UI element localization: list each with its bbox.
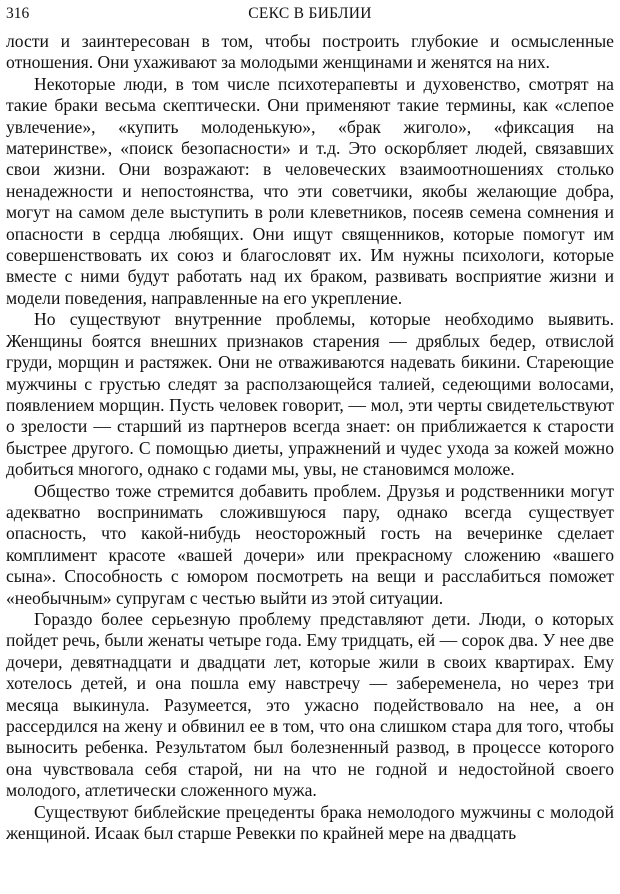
paragraph: Некоторые люди, в том числе психотерапевты и духовенство, смотрят на такие браки весьма скептически. Они применяют такие термины, как «слепое увлечение», «купить молоденькую», «брак жиголо», «фиксация на материнстве», «поиск безопасности» и т.д. Это оскорбляет людей, связавших свои жизни. Они возражают: в человеческих взаимоотношениях столько ненадежности и непостоянства, что эти советчики, якобы желающие добра, могут на самом деле выступить в роли клеветников, посеяв семена сомнения и опасности в сердца любящих. Они ищут священников, которые помогут им совершенствовать их союз и благословят их. Им нужны психологи, которые вместе с ними будут работать над их браком, развивать восприятие жизни и модели поведения, направленные на его укрепление. bbox=[6, 73, 614, 308]
paragraph: Общество тоже стремится добавить проблем. Друзья и родственники могут адекватно воспринимать сложившуюся пару, однако всегда существует опасность, что какой-нибудь неосторожный гость на вечеринке сделает комплимент красоте «вашей дочери» или прекрасному сложению «вашего сына». Способность с юмором посмотреть на вещи и расслабиться поможет «необычным» супругам с честью выйти из этой ситуации. bbox=[6, 480, 614, 608]
paragraph: Но существуют внутренние проблемы, которые необходимо выявить. Женщины боятся внешних признаков старения — дряблых бедер, отвислой груди, морщин и растяжек. Они не отваживаются надевать бикини. Стареющие мужчины с грустью следят за расползающейся талией, седеющими волосами, появлением морщин. Пусть человек говорит, — мол, эти черты свидетельствуют о зрелости — старший из партнеров всегда знает: он приближается к старости быстрее другого. С помощью диеты, упражнений и чудес ухода за кожей можно добиться многого, однако с годами мы, увы, не становимся моложе. bbox=[6, 309, 614, 480]
page-number: 316 bbox=[6, 5, 30, 22]
body-text bbox=[6, 31, 614, 844]
paragraph: Гораздо более серьезную проблему представляют дети. Люди, о которых пойдет речь, были женаты четыре года. Ему тридцать, ей — сорок два. У нее две дочери, девятнадцати и двадцати лет, которые жили в своих квартирах. Ему хотелось детей, и она пошла ему навстречу — забеременела, но через три месяца выкинула. Разумеется, это ужасно подействовало на нее, а он рассердился на жену и обвинил ее в том, что она слишком стара для того, чтобы выносить ребенка. Результатом был болезненный развод, в процессе которого она чувствовала себя старой, ни на что не годной и недостойной своего молодого, атлетически сложенного мужа. bbox=[6, 608, 614, 801]
running-title: СЕКС В БИБЛИИ bbox=[248, 5, 372, 22]
paragraph: Существуют библейские прецеденты брака немолодого мужчины с молодой женщиной. Исаак был старше Ревекки по крайней мере на двадцать bbox=[6, 801, 614, 844]
paragraph-continued: лости и заинтересован в том, чтобы построить глубокие и осмысленные отношения. Они ухаживают за молодыми женщинами и женятся на них. bbox=[6, 31, 614, 73]
page-header bbox=[6, 3, 614, 25]
